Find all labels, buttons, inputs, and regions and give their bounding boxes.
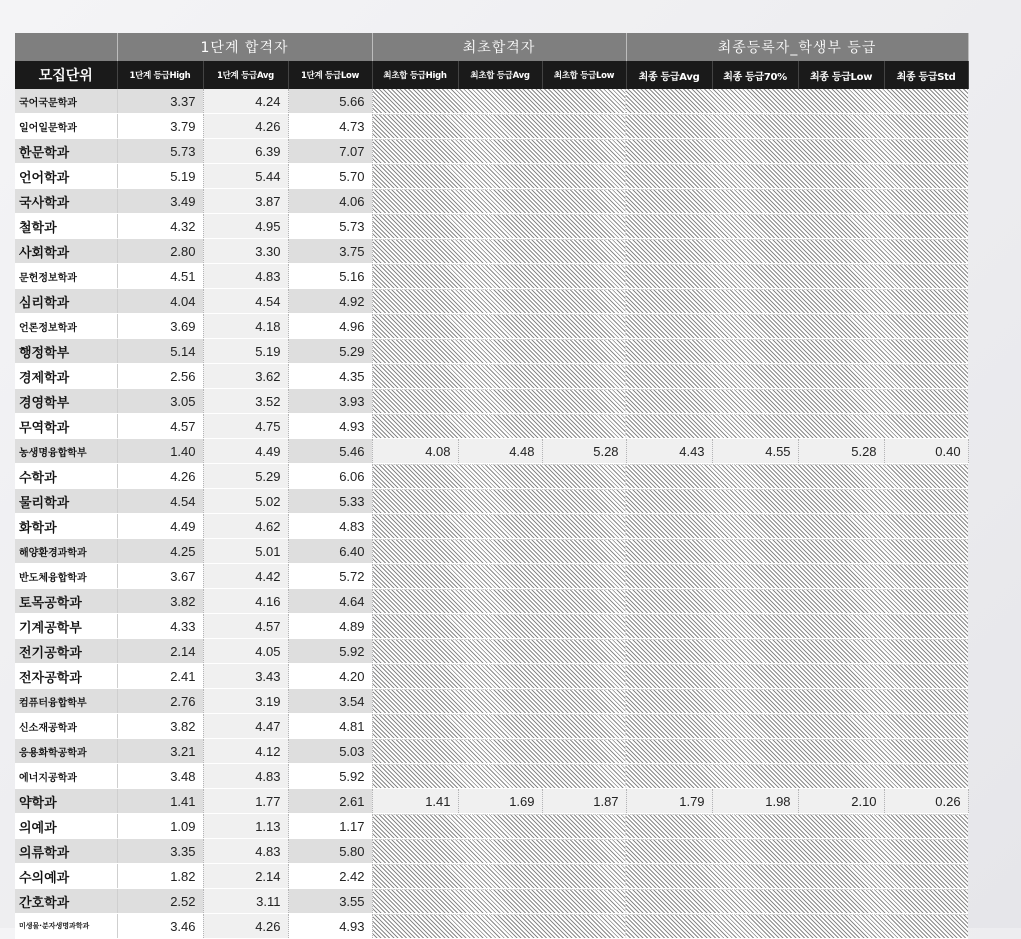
- dept-cell: 전기공학과: [15, 639, 117, 664]
- stage1-grade-cell: 4.96: [288, 314, 372, 339]
- final-empty-hatched-cell: [626, 714, 968, 739]
- dept-cell: 한문학과: [15, 139, 117, 164]
- final-empty-hatched-cell: [626, 814, 968, 839]
- initial-empty-hatched-cell: [372, 114, 626, 139]
- final-empty-hatched-cell: [626, 464, 968, 489]
- stage1-grade-cell: 3.55: [288, 889, 372, 914]
- stage1-grade-cell: 5.14: [117, 339, 203, 364]
- stage1-grade-cell: 6.06: [288, 464, 372, 489]
- initial-empty-hatched-cell: [372, 589, 626, 614]
- dept-cell: 일어일문학과: [15, 114, 117, 139]
- stage1-grade-cell: 4.49: [203, 439, 288, 464]
- stage1-grade-cell: 4.83: [203, 839, 288, 864]
- column-header-final-70: 최종 등급70%: [712, 61, 798, 89]
- stage1-grade-cell: 5.03: [288, 739, 372, 764]
- initial-grade-cell: 1.41: [372, 789, 458, 814]
- stage1-grade-cell: 4.73: [288, 114, 372, 139]
- table-row: [15, 164, 968, 189]
- initial-empty-hatched-cell: [372, 339, 626, 364]
- stage1-grade-cell: 5.70: [288, 164, 372, 189]
- dept-cell: 수학과: [15, 464, 117, 489]
- dept-cell: 의류학과: [15, 839, 117, 864]
- stage1-grade-cell: 5.92: [288, 639, 372, 664]
- final-empty-hatched-cell: [626, 414, 968, 439]
- initial-empty-hatched-cell: [372, 139, 626, 164]
- stage1-grade-cell: 4.42: [203, 564, 288, 589]
- stage1-grade-cell: 4.83: [288, 514, 372, 539]
- stage1-grade-cell: 4.47: [203, 714, 288, 739]
- stage1-grade-cell: 3.82: [117, 714, 203, 739]
- stage1-grade-cell: 4.95: [203, 214, 288, 239]
- stage1-grade-cell: 4.57: [117, 414, 203, 439]
- initial-grade-cell: 1.87: [542, 789, 626, 814]
- stage1-grade-cell: 4.57: [203, 614, 288, 639]
- table-row: [15, 464, 968, 489]
- table-row: [15, 289, 968, 314]
- final-empty-hatched-cell: [626, 189, 968, 214]
- final-empty-hatched-cell: [626, 564, 968, 589]
- dept-cell: 철학과: [15, 214, 117, 239]
- dept-cell: 간호학과: [15, 889, 117, 914]
- stage1-grade-cell: 5.33: [288, 489, 372, 514]
- group-header-final: 최종등록자_학생부 등급: [626, 33, 968, 61]
- stage1-grade-cell: 4.20: [288, 664, 372, 689]
- final-grade-cell: 0.40: [884, 439, 968, 464]
- final-grade-cell: 5.28: [798, 439, 884, 464]
- stage1-grade-cell: 4.24: [203, 89, 288, 114]
- initial-empty-hatched-cell: [372, 714, 626, 739]
- initial-empty-hatched-cell: [372, 639, 626, 664]
- stage1-grade-cell: 5.73: [117, 139, 203, 164]
- stage1-grade-cell: 4.51: [117, 264, 203, 289]
- dept-cell: 의예과: [15, 814, 117, 839]
- stage1-grade-cell: 4.04: [117, 289, 203, 314]
- stage1-grade-cell: 3.82: [117, 589, 203, 614]
- stage1-grade-cell: 3.54: [288, 689, 372, 714]
- stage1-grade-cell: 6.40: [288, 539, 372, 564]
- group-header-initial: 최초합격자: [372, 33, 626, 61]
- final-empty-hatched-cell: [626, 89, 968, 114]
- initial-empty-hatched-cell: [372, 689, 626, 714]
- dept-cell: 사회학과: [15, 239, 117, 264]
- stage1-grade-cell: 3.35: [117, 839, 203, 864]
- final-empty-hatched-cell: [626, 164, 968, 189]
- table-row: [15, 814, 968, 839]
- table-row: [15, 589, 968, 614]
- stage1-grade-cell: 4.33: [117, 614, 203, 639]
- initial-empty-hatched-cell: [372, 564, 626, 589]
- column-header-stage1-high: 1단계 등급High: [117, 61, 203, 89]
- dept-cell: 토목공학과: [15, 589, 117, 614]
- stage1-grade-cell: 4.25: [117, 539, 203, 564]
- stage1-grade-cell: 2.42: [288, 864, 372, 889]
- stage1-grade-cell: 3.19: [203, 689, 288, 714]
- final-empty-hatched-cell: [626, 314, 968, 339]
- table-row: [15, 264, 968, 289]
- stage1-grade-cell: 5.72: [288, 564, 372, 589]
- final-grade-cell: 4.55: [712, 439, 798, 464]
- stage1-grade-cell: 5.80: [288, 839, 372, 864]
- initial-empty-hatched-cell: [372, 489, 626, 514]
- column-header-final-std: 최종 등급Std: [884, 61, 968, 89]
- initial-empty-hatched-cell: [372, 239, 626, 264]
- initial-grade-cell: 5.28: [542, 439, 626, 464]
- final-empty-hatched-cell: [626, 114, 968, 139]
- stage1-grade-cell: 3.87: [203, 189, 288, 214]
- dept-cell: 컴퓨터융합학부: [15, 689, 117, 714]
- table-row: [15, 764, 968, 789]
- table-row: [15, 139, 968, 164]
- initial-empty-hatched-cell: [372, 539, 626, 564]
- stage1-grade-cell: 5.73: [288, 214, 372, 239]
- stage1-grade-cell: 2.61: [288, 789, 372, 814]
- final-grade-cell: 1.98: [712, 789, 798, 814]
- table-row: [15, 539, 968, 564]
- admission-table-container: [15, 33, 968, 939]
- stage1-grade-cell: 2.52: [117, 889, 203, 914]
- final-empty-hatched-cell: [626, 889, 968, 914]
- dept-cell: 미생물·분자생명과학과: [15, 914, 117, 939]
- table-row: [15, 914, 968, 939]
- stage1-grade-cell: 3.49: [117, 189, 203, 214]
- final-empty-hatched-cell: [626, 214, 968, 239]
- initial-empty-hatched-cell: [372, 289, 626, 314]
- stage1-grade-cell: 7.07: [288, 139, 372, 164]
- table-row: [15, 714, 968, 739]
- table-row: [15, 789, 968, 814]
- stage1-grade-cell: 4.75: [203, 414, 288, 439]
- dept-cell: 언어학과: [15, 164, 117, 189]
- initial-empty-hatched-cell: [372, 89, 626, 114]
- stage1-grade-cell: 3.67: [117, 564, 203, 589]
- stage1-grade-cell: 4.05: [203, 639, 288, 664]
- group-header-blank: [15, 33, 117, 61]
- dept-cell: 경영학부: [15, 389, 117, 414]
- table-row: [15, 339, 968, 364]
- stage1-grade-cell: 4.64: [288, 589, 372, 614]
- stage1-grade-cell: 2.14: [117, 639, 203, 664]
- initial-grade-cell: 4.08: [372, 439, 458, 464]
- dept-cell: 무역학과: [15, 414, 117, 439]
- stage1-grade-cell: 4.81: [288, 714, 372, 739]
- stage1-grade-cell: 4.89: [288, 614, 372, 639]
- table-row: [15, 439, 968, 464]
- final-empty-hatched-cell: [626, 589, 968, 614]
- initial-empty-hatched-cell: [372, 739, 626, 764]
- final-grade-cell: 2.10: [798, 789, 884, 814]
- dept-cell: 물리학과: [15, 489, 117, 514]
- stage1-grade-cell: 5.44: [203, 164, 288, 189]
- stage1-grade-cell: 4.06: [288, 189, 372, 214]
- final-empty-hatched-cell: [626, 864, 968, 889]
- stage1-grade-cell: 4.26: [117, 464, 203, 489]
- dept-cell: 심리학과: [15, 289, 117, 314]
- column-header-dept: 모집단위: [15, 61, 117, 89]
- initial-empty-hatched-cell: [372, 264, 626, 289]
- final-empty-hatched-cell: [626, 389, 968, 414]
- stage1-grade-cell: 4.18: [203, 314, 288, 339]
- stage1-grade-cell: 4.32: [117, 214, 203, 239]
- stage1-grade-cell: 4.54: [203, 289, 288, 314]
- final-empty-hatched-cell: [626, 739, 968, 764]
- stage1-grade-cell: 4.26: [203, 114, 288, 139]
- initial-empty-hatched-cell: [372, 864, 626, 889]
- dept-cell: 화학과: [15, 514, 117, 539]
- stage1-grade-cell: 2.76: [117, 689, 203, 714]
- dept-cell: 행정학부: [15, 339, 117, 364]
- stage1-grade-cell: 6.39: [203, 139, 288, 164]
- stage1-grade-cell: 3.69: [117, 314, 203, 339]
- stage1-grade-cell: 5.19: [117, 164, 203, 189]
- table-row: [15, 239, 968, 264]
- stage1-grade-cell: 4.62: [203, 514, 288, 539]
- initial-grade-cell: 1.69: [458, 789, 542, 814]
- final-empty-hatched-cell: [626, 639, 968, 664]
- final-empty-hatched-cell: [626, 339, 968, 364]
- stage1-grade-cell: 3.52: [203, 389, 288, 414]
- stage1-grade-cell: 4.92: [288, 289, 372, 314]
- stage1-grade-cell: 3.37: [117, 89, 203, 114]
- dept-cell: 국사학과: [15, 189, 117, 214]
- stage1-grade-cell: 4.16: [203, 589, 288, 614]
- stage1-grade-cell: 3.46: [117, 914, 203, 939]
- final-empty-hatched-cell: [626, 914, 968, 939]
- column-header-final-low: 최종 등급Low: [798, 61, 884, 89]
- final-empty-hatched-cell: [626, 364, 968, 389]
- stage1-grade-cell: 3.21: [117, 739, 203, 764]
- table-row: [15, 839, 968, 864]
- initial-empty-hatched-cell: [372, 214, 626, 239]
- stage1-grade-cell: 1.82: [117, 864, 203, 889]
- column-header-initial-low: 최초합 등급Low: [542, 61, 626, 89]
- table-row: [15, 314, 968, 339]
- stage1-grade-cell: 1.09: [117, 814, 203, 839]
- table-body: [15, 89, 968, 939]
- stage1-grade-cell: 2.41: [117, 664, 203, 689]
- initial-empty-hatched-cell: [372, 164, 626, 189]
- final-grade-cell: 1.79: [626, 789, 712, 814]
- table-row: [15, 864, 968, 889]
- stage1-grade-cell: 4.12: [203, 739, 288, 764]
- stage1-grade-cell: 3.79: [117, 114, 203, 139]
- stage1-grade-cell: 4.54: [117, 489, 203, 514]
- column-header-final-avg: 최종 등급Avg: [626, 61, 712, 89]
- stage1-grade-cell: 1.77: [203, 789, 288, 814]
- stage1-grade-cell: 5.02: [203, 489, 288, 514]
- initial-grade-cell: 4.48: [458, 439, 542, 464]
- initial-empty-hatched-cell: [372, 814, 626, 839]
- stage1-grade-cell: 3.75: [288, 239, 372, 264]
- initial-empty-hatched-cell: [372, 914, 626, 939]
- dept-cell: 언론정보학과: [15, 314, 117, 339]
- final-empty-hatched-cell: [626, 489, 968, 514]
- stage1-grade-cell: 5.46: [288, 439, 372, 464]
- dept-cell: 국어국문학과: [15, 89, 117, 114]
- stage1-grade-cell: 1.17: [288, 814, 372, 839]
- dept-cell: 반도체융합학과: [15, 564, 117, 589]
- stage1-grade-cell: 3.43: [203, 664, 288, 689]
- table-row: [15, 689, 968, 714]
- dept-cell: 응용화학공학과: [15, 739, 117, 764]
- table-row: [15, 514, 968, 539]
- admission-grade-table: [15, 33, 969, 939]
- stage1-grade-cell: 4.49: [117, 514, 203, 539]
- stage1-grade-cell: 5.66: [288, 89, 372, 114]
- table-row: [15, 614, 968, 639]
- stage1-grade-cell: 5.29: [288, 339, 372, 364]
- stage1-grade-cell: 5.01: [203, 539, 288, 564]
- dept-cell: 수의예과: [15, 864, 117, 889]
- initial-empty-hatched-cell: [372, 189, 626, 214]
- stage1-grade-cell: 5.19: [203, 339, 288, 364]
- final-empty-hatched-cell: [626, 764, 968, 789]
- final-empty-hatched-cell: [626, 664, 968, 689]
- initial-empty-hatched-cell: [372, 314, 626, 339]
- stage1-grade-cell: 4.93: [288, 914, 372, 939]
- table-row: [15, 639, 968, 664]
- initial-empty-hatched-cell: [372, 389, 626, 414]
- stage1-grade-cell: 1.13: [203, 814, 288, 839]
- group-header-row: [15, 33, 968, 61]
- stage1-grade-cell: 3.05: [117, 389, 203, 414]
- stage1-grade-cell: 3.62: [203, 364, 288, 389]
- stage1-grade-cell: 4.35: [288, 364, 372, 389]
- initial-empty-hatched-cell: [372, 364, 626, 389]
- final-empty-hatched-cell: [626, 614, 968, 639]
- dept-cell: 경제학과: [15, 364, 117, 389]
- stage1-grade-cell: 3.11: [203, 889, 288, 914]
- table-row: [15, 89, 968, 114]
- group-header-stage1: 1단계 합격자: [117, 33, 372, 61]
- initial-empty-hatched-cell: [372, 614, 626, 639]
- table-row: [15, 664, 968, 689]
- final-empty-hatched-cell: [626, 539, 968, 564]
- table-row: [15, 364, 968, 389]
- stage1-grade-cell: 2.80: [117, 239, 203, 264]
- table-row: [15, 114, 968, 139]
- final-grade-cell: 4.43: [626, 439, 712, 464]
- final-grade-cell: 0.26: [884, 789, 968, 814]
- stage1-grade-cell: 4.26: [203, 914, 288, 939]
- initial-empty-hatched-cell: [372, 839, 626, 864]
- stage1-grade-cell: 4.83: [203, 264, 288, 289]
- table-row: [15, 489, 968, 514]
- final-empty-hatched-cell: [626, 289, 968, 314]
- final-empty-hatched-cell: [626, 839, 968, 864]
- column-header-initial-avg: 최초합 등급Avg: [458, 61, 542, 89]
- final-empty-hatched-cell: [626, 514, 968, 539]
- table-row: [15, 739, 968, 764]
- table-row: [15, 564, 968, 589]
- dept-cell: 신소재공학과: [15, 714, 117, 739]
- initial-empty-hatched-cell: [372, 889, 626, 914]
- stage1-grade-cell: 1.41: [117, 789, 203, 814]
- initial-empty-hatched-cell: [372, 514, 626, 539]
- table-row: [15, 214, 968, 239]
- dept-cell: 농생명융합학부: [15, 439, 117, 464]
- stage1-grade-cell: 5.92: [288, 764, 372, 789]
- table-row: [15, 414, 968, 439]
- final-empty-hatched-cell: [626, 689, 968, 714]
- dept-cell: 에너지공학과: [15, 764, 117, 789]
- stage1-grade-cell: 2.14: [203, 864, 288, 889]
- stage1-grade-cell: 5.29: [203, 464, 288, 489]
- column-header-initial-high: 최초합 등급High: [372, 61, 458, 89]
- stage1-grade-cell: 2.56: [117, 364, 203, 389]
- dept-cell: 약학과: [15, 789, 117, 814]
- final-empty-hatched-cell: [626, 139, 968, 164]
- column-header-stage1-avg: 1단계 등급Avg: [203, 61, 288, 89]
- dept-cell: 전자공학과: [15, 664, 117, 689]
- stage1-grade-cell: 3.93: [288, 389, 372, 414]
- initial-empty-hatched-cell: [372, 664, 626, 689]
- stage1-grade-cell: 4.93: [288, 414, 372, 439]
- stage1-grade-cell: 1.40: [117, 439, 203, 464]
- dept-cell: 문헌정보학과: [15, 264, 117, 289]
- column-header-stage1-low: 1단계 등급Low: [288, 61, 372, 89]
- stage1-grade-cell: 5.16: [288, 264, 372, 289]
- initial-empty-hatched-cell: [372, 764, 626, 789]
- stage1-grade-cell: 3.30: [203, 239, 288, 264]
- stage1-grade-cell: 3.48: [117, 764, 203, 789]
- table-row: [15, 189, 968, 214]
- final-empty-hatched-cell: [626, 264, 968, 289]
- column-header-row: [15, 61, 968, 89]
- dept-cell: 기계공학부: [15, 614, 117, 639]
- dept-cell: 해양환경과학과: [15, 539, 117, 564]
- stage1-grade-cell: 4.83: [203, 764, 288, 789]
- initial-empty-hatched-cell: [372, 414, 626, 439]
- final-empty-hatched-cell: [626, 239, 968, 264]
- table-row: [15, 889, 968, 914]
- table-row: [15, 389, 968, 414]
- initial-empty-hatched-cell: [372, 464, 626, 489]
